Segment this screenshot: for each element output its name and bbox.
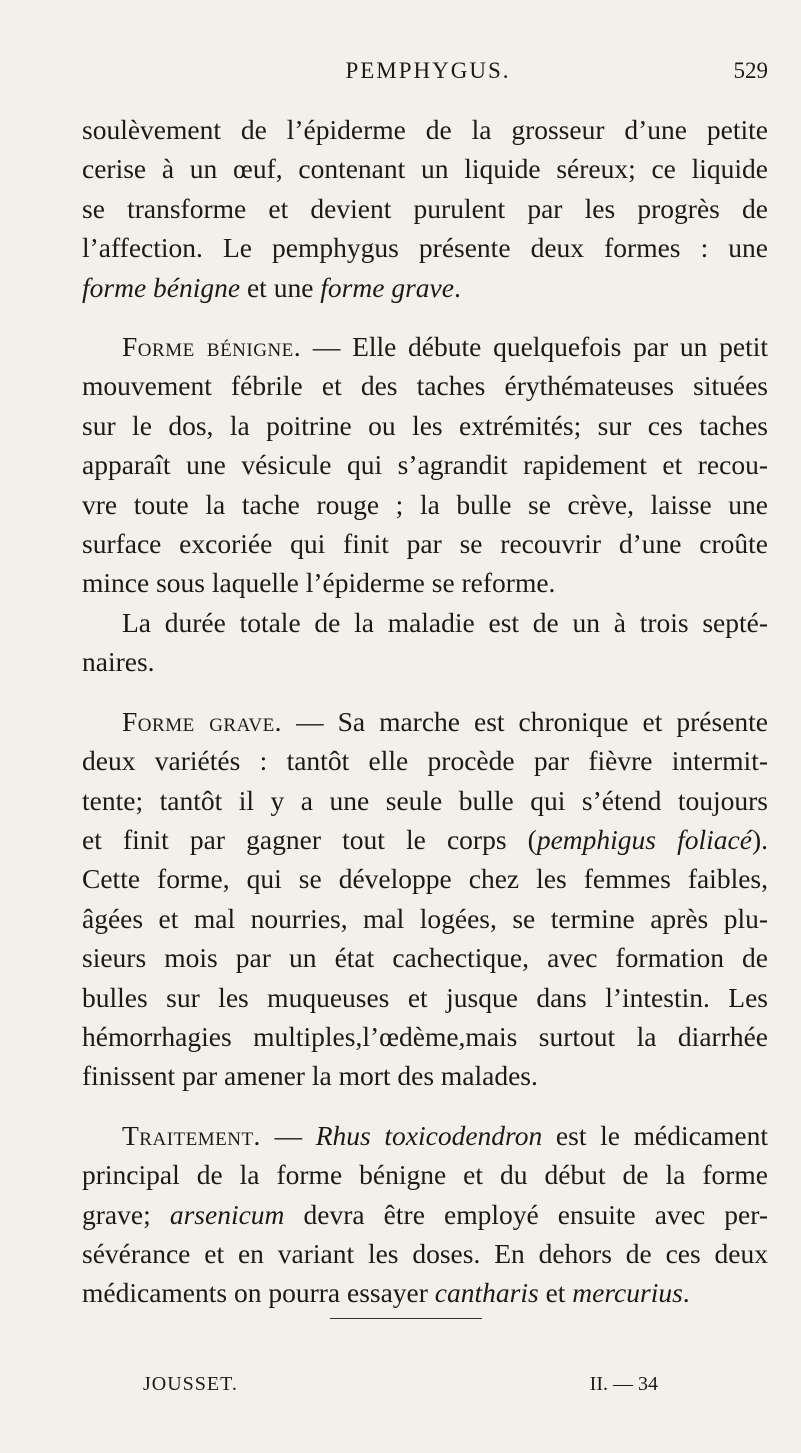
text-fragment: —: [260, 1119, 316, 1151]
text-line: surface excoriée qui finit par se recouvrir d’une croûte: [82, 528, 768, 560]
text-line: [82, 268, 768, 307]
text-line: mouvement fébrile et des taches érythémateuses situées: [82, 370, 768, 402]
page-number: 529: [733, 58, 768, 83]
remedy-name: cantharis: [434, 1277, 539, 1309]
text-line: naires.: [82, 646, 155, 678]
text-line: [82, 1116, 768, 1155]
text-line: hémorrhagies multiples,l’œdème,mais surtout la diarrhée: [82, 1020, 768, 1052]
text-fragment: et: [538, 1277, 573, 1309]
text-fragment: médicaments on pourra essayer: [82, 1277, 435, 1309]
text-fragment: .: [453, 271, 461, 303]
text-line: bulles sur les muqueuses et jusque dans l’intestin. Les: [82, 981, 768, 1013]
paragraph-forme-grave: [82, 702, 768, 1096]
text-fragment: — Elle débute quelquefois par un petit: [301, 331, 768, 363]
paragraph-intro: [82, 110, 768, 307]
printer-signature: JOUSSET.: [143, 1373, 238, 1395]
page-header: [88, 58, 768, 88]
text-fragment: grave;: [82, 1198, 170, 1230]
text-fragment: et finit par gagner tout le corps (: [82, 823, 537, 855]
remedy-name: arsenicum: [169, 1198, 285, 1230]
text-line: sévérance et en variant les doses. En dehors de ces deux: [82, 1237, 768, 1269]
text-line: se transforme et devient purulent par les progrès de: [82, 192, 768, 224]
text-line: Cette forme, qui se développe chez les femmes faibles,: [82, 863, 768, 895]
running-title: PEMPHYGUS.: [345, 58, 511, 83]
text-fragment: et une: [240, 271, 321, 303]
section-heading: Traitement.: [122, 1119, 261, 1151]
italic-term: forme grave: [320, 271, 454, 303]
text-fragment: est le médicament: [542, 1119, 768, 1151]
text-line: principal de la forme bénigne et du début de la forme: [82, 1159, 768, 1191]
text-line: sieurs mois par un état cachectique, avec formation de: [82, 942, 768, 974]
text-line: finissent par amener la mort des malades.: [82, 1060, 538, 1092]
text-line: âgées et mal nourries, mal logées, se termine après plu-: [82, 902, 768, 934]
italic-term: forme bénigne: [82, 271, 241, 303]
text-fragment: devra être employé ensuite avec per-: [284, 1198, 768, 1230]
paragraph-forme-benigne: [82, 327, 768, 682]
text-line: vre toute la tache rouge ; la bulle se crève, laisse une: [82, 488, 768, 520]
text-line: l’affection. Le pemphygus présente deux formes : une: [82, 232, 768, 264]
footer-divider: [330, 1318, 482, 1319]
text-line: soulèvement de l’épiderme de la grosseur d’une petite: [82, 114, 768, 145]
text-line: mince sous laquelle l’épiderme se reforme.: [82, 567, 556, 599]
paragraph-traitement: [82, 1116, 768, 1313]
text-fragment: — Sa marche est chronique et présente: [282, 705, 768, 737]
text-line: tente; tantôt il y a une seule bulle qui s’étend toujours: [82, 784, 768, 816]
text-line: deux variétés : tantôt elle procède par fièvre intermit-: [82, 745, 768, 777]
signature-mark: II. — 34: [589, 1373, 658, 1395]
text-fragment: .: [682, 1277, 690, 1309]
text-line: [82, 1195, 768, 1234]
text-fragment: ).: [751, 823, 768, 855]
text-line: [82, 702, 768, 741]
section-heading: Forme grave.: [122, 705, 283, 737]
text-line: [82, 327, 768, 366]
text-line: sur le dos, la poitrine ou les extrémités; sur ces taches: [82, 409, 768, 441]
text-line: [82, 820, 768, 859]
text-line: La durée totale de la maladie est de un à trois septé-: [122, 606, 768, 638]
remedy-name: Rhus toxicodendron: [315, 1119, 543, 1151]
text-line: cerise à un œuf, contenant un liquide séreux; ce liquide: [82, 153, 768, 185]
page-footer: [143, 1373, 658, 1403]
text-line: [82, 1273, 768, 1312]
italic-term: pemphigus foliacé: [536, 823, 752, 855]
section-heading: Forme bénigne.: [122, 331, 302, 363]
remedy-name: mercurius: [572, 1277, 683, 1309]
page-body: [82, 110, 768, 1313]
text-line: apparaît une vésicule qui s’agrandit rapidement et recou-: [82, 449, 768, 481]
